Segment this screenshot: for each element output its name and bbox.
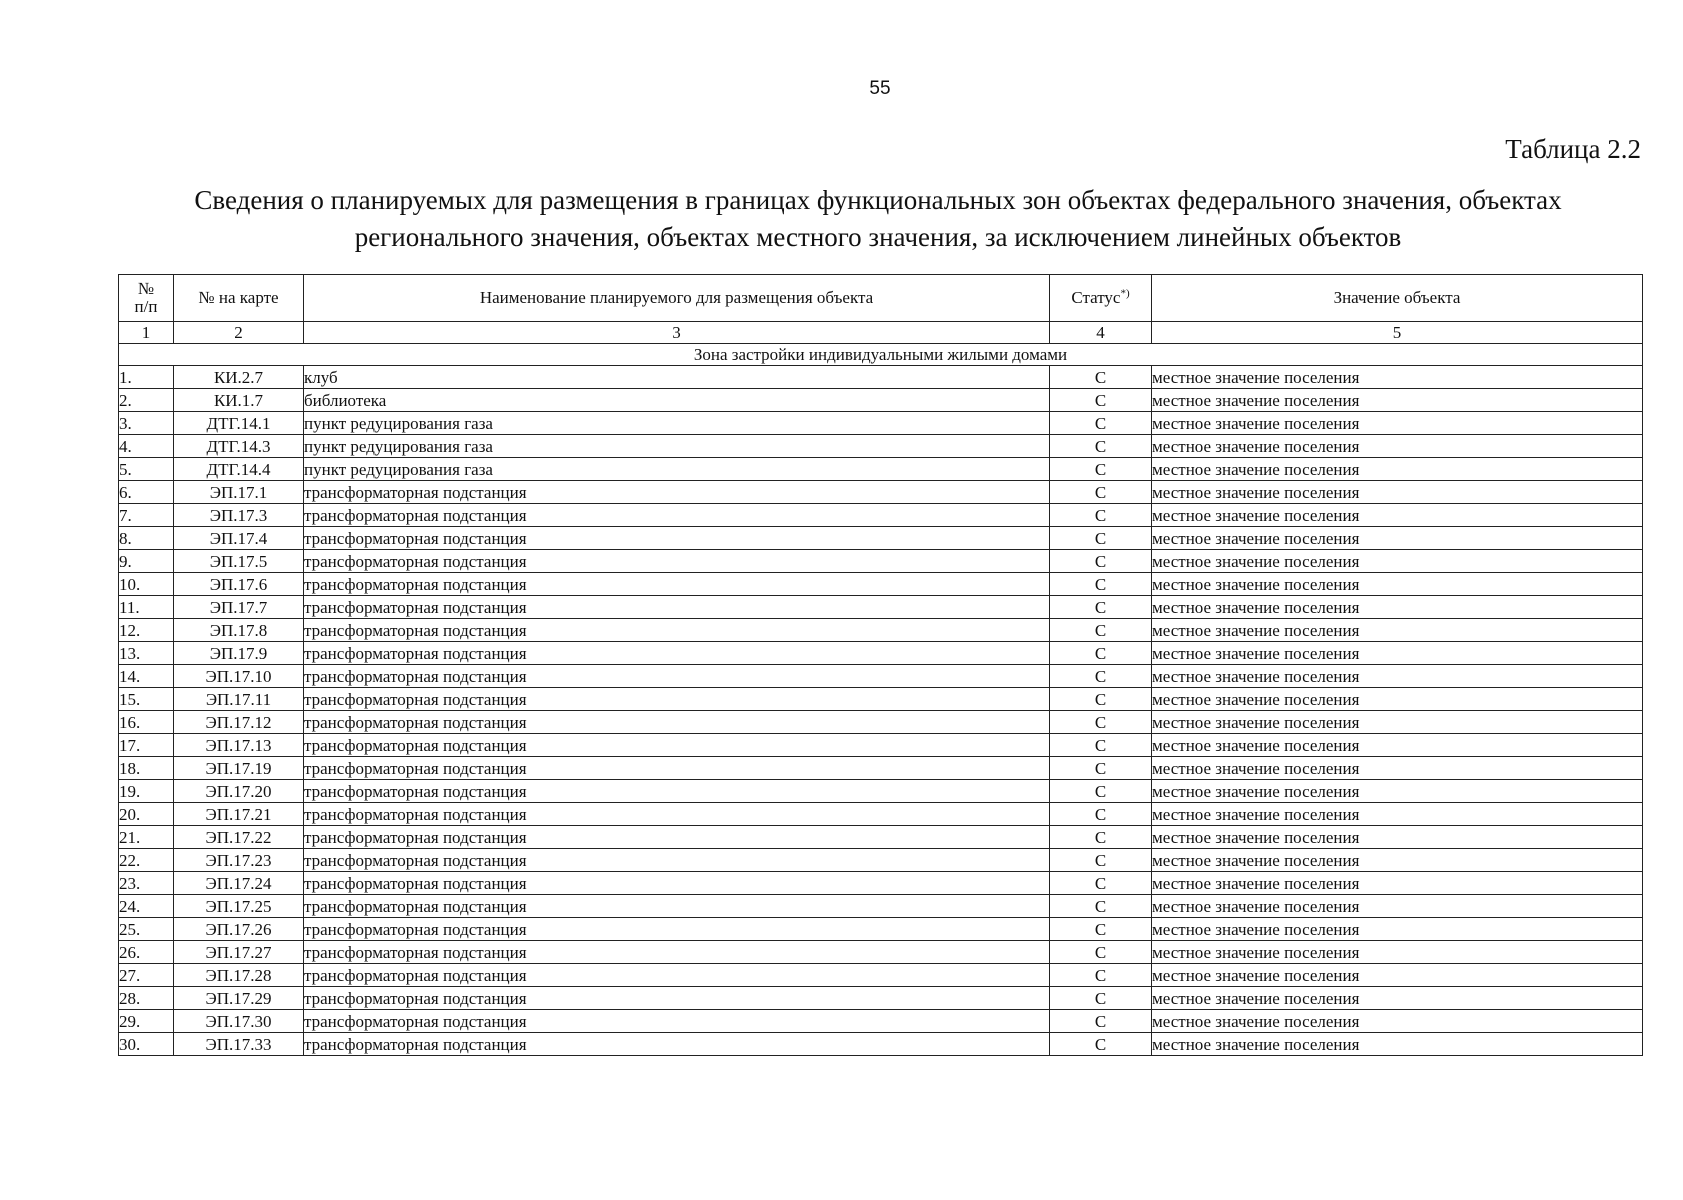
- object-name-cell: библиотека: [304, 389, 1050, 412]
- row-number-cell: 8.: [119, 527, 174, 550]
- object-name-cell: трансформаторная подстанция: [304, 987, 1050, 1010]
- object-name-cell: трансформаторная подстанция: [304, 1033, 1050, 1056]
- status-cell: С: [1050, 504, 1152, 527]
- object-value-cell: местное значение поселения: [1152, 918, 1643, 941]
- column-number-row: [119, 322, 1643, 344]
- table-row: [119, 826, 1643, 849]
- object-value-cell: местное значение поселения: [1152, 895, 1643, 918]
- table-row: [119, 366, 1643, 389]
- row-number-cell: 20.: [119, 803, 174, 826]
- object-name-cell: трансформаторная подстанция: [304, 757, 1050, 780]
- status-cell: С: [1050, 1033, 1152, 1056]
- status-cell: С: [1050, 550, 1152, 573]
- object-value-cell: местное значение поселения: [1152, 688, 1643, 711]
- row-number-cell: 19.: [119, 780, 174, 803]
- table-row: [119, 757, 1643, 780]
- row-number-cell: 3.: [119, 412, 174, 435]
- table-row: [119, 734, 1643, 757]
- map-number-cell: ЭП.17.12: [174, 711, 304, 734]
- status-cell: С: [1050, 780, 1152, 803]
- object-name-cell: трансформаторная подстанция: [304, 1010, 1050, 1033]
- object-value-cell: местное значение поселения: [1152, 642, 1643, 665]
- status-cell: С: [1050, 366, 1152, 389]
- object-name-cell: трансформаторная подстанция: [304, 734, 1050, 757]
- status-cell: С: [1050, 688, 1152, 711]
- object-name-cell: трансформаторная подстанция: [304, 941, 1050, 964]
- object-value-cell: местное значение поселения: [1152, 941, 1643, 964]
- table-row: [119, 688, 1643, 711]
- map-number-cell: КИ.2.7: [174, 366, 304, 389]
- map-number-cell: ЭП.17.6: [174, 573, 304, 596]
- object-value-cell: местное значение поселения: [1152, 849, 1643, 872]
- map-number-cell: ЭП.17.10: [174, 665, 304, 688]
- status-cell: С: [1050, 826, 1152, 849]
- table-row: [119, 780, 1643, 803]
- row-number-cell: 6.: [119, 481, 174, 504]
- table-row: [119, 895, 1643, 918]
- row-number-cell: 24.: [119, 895, 174, 918]
- map-number-cell: ЭП.17.4: [174, 527, 304, 550]
- object-value-cell: местное значение поселения: [1152, 366, 1643, 389]
- header-status-footnote-mark: *): [1120, 287, 1130, 300]
- object-value-cell: местное значение поселения: [1152, 1010, 1643, 1033]
- zone-heading-row: [119, 344, 1643, 366]
- row-number-cell: 10.: [119, 573, 174, 596]
- row-number-cell: 15.: [119, 688, 174, 711]
- status-cell: С: [1050, 642, 1152, 665]
- objects-table: [118, 274, 1643, 1056]
- object-name-cell: пункт редуцирования газа: [304, 435, 1050, 458]
- table-row: [119, 1010, 1643, 1033]
- map-number-cell: ЭП.17.22: [174, 826, 304, 849]
- map-number-cell: ЭП.17.7: [174, 596, 304, 619]
- object-value-cell: местное значение поселения: [1152, 826, 1643, 849]
- object-name-cell: пункт редуцирования газа: [304, 412, 1050, 435]
- object-value-cell: местное значение поселения: [1152, 481, 1643, 504]
- map-number-cell: КИ.1.7: [174, 389, 304, 412]
- object-name-cell: трансформаторная подстанция: [304, 550, 1050, 573]
- object-value-cell: местное значение поселения: [1152, 711, 1643, 734]
- map-number-cell: ЭП.17.24: [174, 872, 304, 895]
- row-number-cell: 27.: [119, 964, 174, 987]
- map-number-cell: ЭП.17.8: [174, 619, 304, 642]
- object-value-cell: местное значение поселения: [1152, 665, 1643, 688]
- object-name-cell: трансформаторная подстанция: [304, 895, 1050, 918]
- object-value-cell: местное значение поселения: [1152, 803, 1643, 826]
- map-number-cell: ЭП.17.27: [174, 941, 304, 964]
- object-name-cell: трансформаторная подстанция: [304, 964, 1050, 987]
- object-value-cell: местное значение поселения: [1152, 872, 1643, 895]
- object-value-cell: местное значение поселения: [1152, 734, 1643, 757]
- table-row: [119, 872, 1643, 895]
- table-row: [119, 711, 1643, 734]
- status-cell: С: [1050, 964, 1152, 987]
- row-number-cell: 13.: [119, 642, 174, 665]
- object-name-cell: клуб: [304, 366, 1050, 389]
- table-row: [119, 596, 1643, 619]
- map-number-cell: ЭП.17.26: [174, 918, 304, 941]
- document-title-line-2: регионального значения, объектах местного значения, за исключением линейных объектов: [354, 222, 1402, 252]
- status-cell: С: [1050, 1010, 1152, 1033]
- status-cell: С: [1050, 872, 1152, 895]
- row-number-cell: 30.: [119, 1033, 174, 1056]
- map-number-cell: ЭП.17.13: [174, 734, 304, 757]
- row-number-cell: 28.: [119, 987, 174, 1010]
- table-row: [119, 412, 1643, 435]
- object-name-cell: трансформаторная подстанция: [304, 803, 1050, 826]
- map-number-cell: ЭП.17.9: [174, 642, 304, 665]
- row-number-cell: 12.: [119, 619, 174, 642]
- column-number: 4: [1050, 322, 1152, 344]
- status-cell: С: [1050, 481, 1152, 504]
- map-number-cell: ДТГ.14.3: [174, 435, 304, 458]
- object-name-cell: трансформаторная подстанция: [304, 481, 1050, 504]
- row-number-cell: 9.: [119, 550, 174, 573]
- row-number-cell: 25.: [119, 918, 174, 941]
- row-number-cell: 29.: [119, 1010, 174, 1033]
- object-name-cell: трансформаторная подстанция: [304, 642, 1050, 665]
- header-object-name: Наименование планируемого для размещения объекта: [304, 275, 1050, 322]
- table-row: [119, 573, 1643, 596]
- map-number-cell: ЭП.17.29: [174, 987, 304, 1010]
- row-number-cell: 7.: [119, 504, 174, 527]
- object-value-cell: местное значение поселения: [1152, 987, 1643, 1010]
- table-row: [119, 918, 1643, 941]
- table-row: [119, 665, 1643, 688]
- map-number-cell: ЭП.17.25: [174, 895, 304, 918]
- map-number-cell: ЭП.17.19: [174, 757, 304, 780]
- map-number-cell: ДТГ.14.4: [174, 458, 304, 481]
- header-status-label: Статус: [1071, 288, 1121, 307]
- header-row-number: [119, 275, 174, 322]
- status-cell: С: [1050, 941, 1152, 964]
- status-cell: С: [1050, 458, 1152, 481]
- map-number-cell: ЭП.17.28: [174, 964, 304, 987]
- table-row: [119, 941, 1643, 964]
- header-row-number-line-2: п/п: [134, 297, 158, 316]
- object-value-cell: местное значение поселения: [1152, 435, 1643, 458]
- object-value-cell: местное значение поселения: [1152, 619, 1643, 642]
- row-number-cell: 18.: [119, 757, 174, 780]
- object-value-cell: местное значение поселения: [1152, 458, 1643, 481]
- row-number-cell: 1.: [119, 366, 174, 389]
- header-map-number: № на карте: [174, 275, 304, 322]
- object-name-cell: трансформаторная подстанция: [304, 780, 1050, 803]
- column-number: 5: [1152, 322, 1643, 344]
- object-name-cell: трансформаторная подстанция: [304, 573, 1050, 596]
- object-value-cell: местное значение поселения: [1152, 1033, 1643, 1056]
- map-number-cell: ЭП.17.21: [174, 803, 304, 826]
- document-title: [118, 182, 1638, 256]
- status-cell: С: [1050, 527, 1152, 550]
- map-number-cell: ДТГ.14.1: [174, 412, 304, 435]
- table-header-row: [119, 275, 1643, 322]
- map-number-cell: ЭП.17.1: [174, 481, 304, 504]
- column-number: 2: [174, 322, 304, 344]
- row-number-cell: 14.: [119, 665, 174, 688]
- object-value-cell: местное значение поселения: [1152, 412, 1643, 435]
- object-name-cell: трансформаторная подстанция: [304, 596, 1050, 619]
- object-name-cell: трансформаторная подстанция: [304, 504, 1050, 527]
- status-cell: С: [1050, 665, 1152, 688]
- object-name-cell: трансформаторная подстанция: [304, 849, 1050, 872]
- object-value-cell: местное значение поселения: [1152, 550, 1643, 573]
- object-value-cell: местное значение поселения: [1152, 780, 1643, 803]
- status-cell: С: [1050, 619, 1152, 642]
- map-number-cell: ЭП.17.33: [174, 1033, 304, 1056]
- map-number-cell: ЭП.17.23: [174, 849, 304, 872]
- status-cell: С: [1050, 435, 1152, 458]
- map-number-cell: ЭП.17.3: [174, 504, 304, 527]
- column-number: 1: [119, 322, 174, 344]
- object-value-cell: местное значение поселения: [1152, 964, 1643, 987]
- table-row: [119, 527, 1643, 550]
- table-row: [119, 964, 1643, 987]
- table-row: [119, 1033, 1643, 1056]
- table-row: [119, 803, 1643, 826]
- object-name-cell: трансформаторная подстанция: [304, 665, 1050, 688]
- document-title-line-1: Сведения о планируемых для размещения в границах функциональных зон объектах федерального значения, объектах: [194, 185, 1562, 215]
- map-number-cell: ЭП.17.11: [174, 688, 304, 711]
- object-name-cell: трансформаторная подстанция: [304, 527, 1050, 550]
- column-number: 3: [304, 322, 1050, 344]
- table-row: [119, 987, 1643, 1010]
- object-name-cell: трансформаторная подстанция: [304, 872, 1050, 895]
- status-cell: С: [1050, 803, 1152, 826]
- table-row: [119, 458, 1643, 481]
- map-number-cell: ЭП.17.5: [174, 550, 304, 573]
- object-value-cell: местное значение поселения: [1152, 504, 1643, 527]
- row-number-cell: 22.: [119, 849, 174, 872]
- table-row: [119, 504, 1643, 527]
- table-row: [119, 849, 1643, 872]
- object-name-cell: трансформаторная подстанция: [304, 619, 1050, 642]
- object-name-cell: пункт редуцирования газа: [304, 458, 1050, 481]
- object-name-cell: трансформаторная подстанция: [304, 688, 1050, 711]
- status-cell: С: [1050, 895, 1152, 918]
- object-value-cell: местное значение поселения: [1152, 389, 1643, 412]
- table-row: [119, 389, 1643, 412]
- object-value-cell: местное значение поселения: [1152, 573, 1643, 596]
- row-number-cell: 26.: [119, 941, 174, 964]
- map-number-cell: ЭП.17.30: [174, 1010, 304, 1033]
- header-object-value: Значение объекта: [1152, 275, 1643, 322]
- table-row: [119, 550, 1643, 573]
- status-cell: С: [1050, 849, 1152, 872]
- object-name-cell: трансформаторная подстанция: [304, 711, 1050, 734]
- status-cell: С: [1050, 412, 1152, 435]
- status-cell: С: [1050, 734, 1152, 757]
- row-number-cell: 5.: [119, 458, 174, 481]
- status-cell: С: [1050, 573, 1152, 596]
- header-row-number-line-1: №: [137, 279, 155, 298]
- table-row: [119, 642, 1643, 665]
- row-number-cell: 16.: [119, 711, 174, 734]
- table-row: [119, 481, 1643, 504]
- table-row: [119, 619, 1643, 642]
- object-value-cell: местное значение поселения: [1152, 527, 1643, 550]
- table-row: [119, 435, 1643, 458]
- object-name-cell: трансформаторная подстанция: [304, 826, 1050, 849]
- table-label: Таблица 2.2: [1505, 134, 1641, 164]
- row-number-cell: 2.: [119, 389, 174, 412]
- status-cell: С: [1050, 711, 1152, 734]
- header-status: [1050, 275, 1152, 322]
- row-number-cell: 23.: [119, 872, 174, 895]
- status-cell: С: [1050, 757, 1152, 780]
- row-number-cell: 17.: [119, 734, 174, 757]
- status-cell: С: [1050, 918, 1152, 941]
- page-number: 55: [869, 78, 891, 99]
- object-value-cell: местное значение поселения: [1152, 757, 1643, 780]
- row-number-cell: 4.: [119, 435, 174, 458]
- zone-heading: Зона застройки индивидуальными жилыми домами: [119, 344, 1643, 366]
- object-name-cell: трансформаторная подстанция: [304, 918, 1050, 941]
- status-cell: С: [1050, 987, 1152, 1010]
- map-number-cell: ЭП.17.20: [174, 780, 304, 803]
- row-number-cell: 11.: [119, 596, 174, 619]
- object-value-cell: местное значение поселения: [1152, 596, 1643, 619]
- row-number-cell: 21.: [119, 826, 174, 849]
- status-cell: С: [1050, 389, 1152, 412]
- status-cell: С: [1050, 596, 1152, 619]
